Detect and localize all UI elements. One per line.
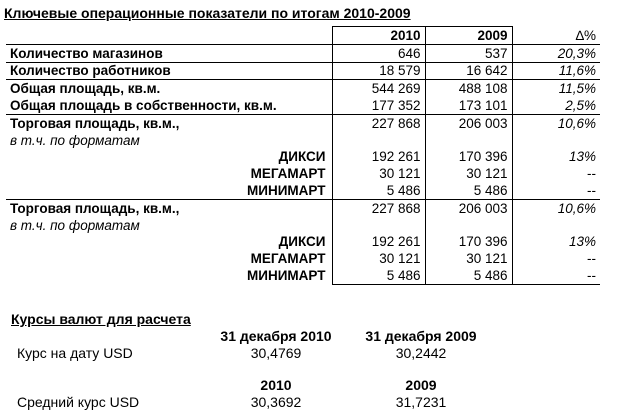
table-row bbox=[6, 44, 600, 62]
group-sublabel: в т.ч. по форматам bbox=[10, 217, 140, 233]
value-2010: 227 868 bbox=[332, 114, 425, 131]
table-row bbox=[6, 132, 600, 149]
rates-date-header-2010: 31 декабря 2010 bbox=[220, 328, 332, 344]
format-name: ДИКСИ bbox=[278, 149, 326, 165]
value-2010: 177 352 bbox=[332, 97, 425, 114]
spot-rate-2010: 30,4769 bbox=[250, 345, 302, 361]
avg-rate-2010: 30,3692 bbox=[250, 394, 302, 410]
value-pct: 13% bbox=[512, 234, 600, 251]
format-name: МЕГАМАРТ bbox=[250, 251, 326, 267]
value-2009: 206 003 bbox=[425, 114, 512, 131]
value-2009: 170 396 bbox=[425, 149, 512, 166]
format-name: МИНИМАРТ bbox=[247, 183, 326, 199]
table-row bbox=[6, 217, 600, 234]
table-row bbox=[6, 234, 600, 251]
header-2010: 2010 bbox=[332, 27, 425, 45]
table-row bbox=[6, 97, 600, 114]
group-label: Торговая площадь, кв.м., bbox=[6, 199, 332, 216]
value-pct: 10,6% bbox=[512, 114, 600, 131]
value-pct: 13% bbox=[512, 149, 600, 166]
value-2010: 192 261 bbox=[332, 149, 425, 166]
table-row bbox=[6, 149, 600, 166]
row-label: Общая площадь в собственности, кв.м. bbox=[10, 98, 277, 114]
value-2010: 18 579 bbox=[332, 62, 425, 80]
value-pct: 11,5% bbox=[512, 80, 600, 97]
row-label: Количество магазинов bbox=[6, 44, 332, 62]
value-2009: 537 bbox=[425, 44, 512, 62]
format-name: ДИКСИ bbox=[278, 234, 326, 250]
value-2009: 170 396 bbox=[425, 234, 512, 251]
value-2010: 30 121 bbox=[332, 165, 425, 182]
value-2010: 646 bbox=[332, 44, 425, 62]
table-row bbox=[6, 80, 600, 97]
spot-rate-2009: 30,2442 bbox=[395, 345, 447, 361]
value-2009: 30 121 bbox=[425, 165, 512, 182]
header-2009: 2009 bbox=[425, 27, 512, 45]
table-row bbox=[6, 250, 600, 267]
value-pct: 20,3% bbox=[512, 44, 600, 62]
rates-year-header-2010: 2010 bbox=[260, 377, 292, 393]
rates-title: Курсы валют для расчета bbox=[11, 311, 191, 327]
table-row bbox=[6, 199, 600, 216]
value-2009: 173 101 bbox=[425, 97, 512, 114]
spot-rate-label: Курс на дату USD bbox=[17, 345, 133, 361]
avg-rate-label: Средний курс USD bbox=[17, 394, 140, 410]
table-row bbox=[6, 165, 600, 182]
value-2010: 30 121 bbox=[332, 250, 425, 267]
value-pct: 10,6% bbox=[512, 199, 600, 216]
value-2010: 5 486 bbox=[332, 182, 425, 199]
table-row bbox=[6, 114, 600, 131]
value-2010: 544 269 bbox=[332, 80, 425, 97]
value-pct: -- bbox=[512, 267, 600, 284]
value-2010: 192 261 bbox=[332, 234, 425, 251]
value-pct: -- bbox=[512, 182, 600, 199]
table-row bbox=[6, 182, 600, 199]
value-2010: 5 486 bbox=[332, 267, 425, 284]
header-delta-pct: ∆% bbox=[512, 27, 600, 45]
table-header-row bbox=[6, 27, 600, 45]
value-pct: -- bbox=[512, 250, 600, 267]
value-pct: -- bbox=[512, 165, 600, 182]
value-2009: 5 486 bbox=[425, 182, 512, 199]
value-2009: 206 003 bbox=[425, 199, 512, 216]
header-label-cell bbox=[6, 27, 332, 45]
value-2010: 227 868 bbox=[332, 199, 425, 216]
page-title: Ключевые операционные показатели по итогам 2010-2009 bbox=[4, 5, 411, 21]
rates-year-header-2009: 2009 bbox=[405, 377, 437, 393]
value-pct: 2,5% bbox=[512, 97, 600, 114]
value-pct: 11,6% bbox=[512, 62, 600, 80]
format-name: МИНИМАРТ bbox=[247, 268, 326, 284]
table-row bbox=[6, 267, 600, 284]
group-label: Торговая площадь, кв.м., bbox=[6, 114, 332, 131]
kpi-table bbox=[6, 26, 600, 285]
value-2009: 16 642 bbox=[425, 62, 512, 80]
value-2009: 30 121 bbox=[425, 250, 512, 267]
group-sublabel: в т.ч. по форматам bbox=[10, 132, 140, 148]
rates-date-header-2009: 31 декабря 2009 bbox=[365, 328, 477, 344]
row-label: Количество работников bbox=[6, 62, 332, 80]
table-row bbox=[6, 62, 600, 80]
avg-rate-2009: 31,7231 bbox=[395, 394, 447, 410]
value-2009: 5 486 bbox=[425, 267, 512, 284]
value-2009: 488 108 bbox=[425, 80, 512, 97]
row-label: Общая площадь, кв.м. bbox=[6, 80, 332, 97]
format-name: МЕГАМАРТ bbox=[250, 166, 326, 182]
